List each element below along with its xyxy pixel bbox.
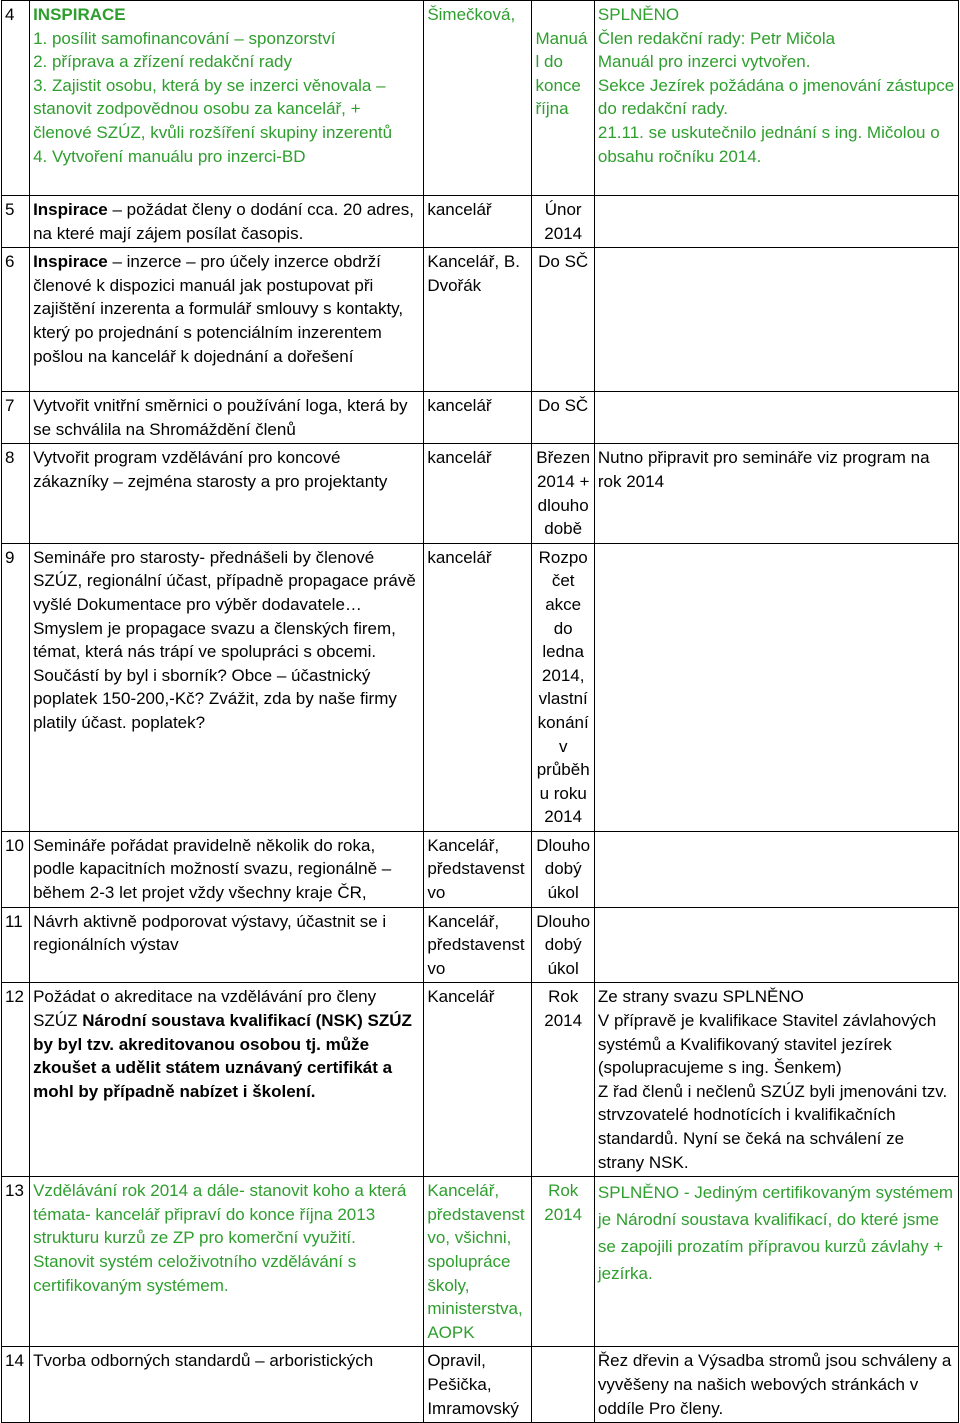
task-cell bbox=[30, 248, 424, 392]
task-cell: Návrh aktivně podporovat výstavy, účastnit se i regionálních výstav bbox=[30, 907, 424, 983]
task-text: – požádat členy o dodání cca. 20 adres, na které mají zájem posílat časopis. bbox=[33, 200, 414, 243]
task-text: – inzerce – pro účely inzerce obdrží členové k dispozici manuál jak postupovat při zajištění inzerenta a formulář smlouvy s kontakty, který po projednání s potenciálním inzerentem pošlou na kancelář k dojednání a dořešení bbox=[33, 252, 404, 366]
deadline-cell: Únor 2014 bbox=[532, 196, 594, 248]
task-cell: Vytvořit program vzdělávání pro koncové zákazníky – zejména starosty a pro projektanty bbox=[30, 444, 424, 543]
status-line: Člen redakční rady: Petr Mičola bbox=[597, 28, 836, 48]
responsible-cell: Opravil, Pešička, Imramovský bbox=[424, 1347, 532, 1423]
responsible-cell: Kancelář, představenstvo, všichni, spolupráce školy, ministerstva, AOPK bbox=[424, 1177, 532, 1347]
deadline-cell bbox=[532, 1347, 594, 1423]
responsible-cell: kancelář bbox=[424, 444, 532, 543]
status-line: 21.11. se uskutečnilo jednání s ing. Mičolou o obsahu ročníku 2014. bbox=[597, 122, 940, 166]
status-cell bbox=[594, 831, 958, 907]
task-cell: Tvorba odborných standardů – arboristických bbox=[30, 1347, 424, 1423]
table-row bbox=[2, 444, 959, 543]
task-text: Požádat o akreditace na vzdělávání pro členy SZÚZ bbox=[33, 987, 377, 1031]
status-cell bbox=[594, 543, 958, 831]
task-item: 3. Zajistit osobu, která by se inzerci věnovala – stanovit zodpovědnou osobu za kancelář, + členové SZÚZ, kvůli rozšíření skupiny inzerentů bbox=[33, 75, 393, 142]
task-cell: Vzdělávání rok 2014 a dále- stanovit koho a která témata- kancelář připraví do konce října 2013 strukturu kurzů ze ZP pro komerční využití. Stanovit systém celoživotního vzdělávání s certifikovaným systémem. bbox=[30, 1177, 424, 1347]
row-number: 12 bbox=[2, 983, 30, 1177]
deadline-cell: Březen 2014 + dlouhodobě bbox=[532, 444, 594, 543]
table-row bbox=[2, 543, 959, 831]
status-cell bbox=[594, 983, 958, 1177]
status-cell bbox=[594, 196, 958, 248]
task-table bbox=[1, 0, 959, 1423]
row-number: 10 bbox=[2, 831, 30, 907]
responsible-cell: Kancelář bbox=[424, 983, 532, 1177]
status-line: SPLNĚNO bbox=[597, 5, 680, 24]
status-cell bbox=[594, 1, 958, 196]
task-item: 4. Vytvoření manuálu pro inzerci-BD bbox=[33, 146, 306, 166]
responsible-cell: kancelář bbox=[424, 543, 532, 831]
task-bold: Inspirace bbox=[33, 252, 108, 272]
deadline-text: Manuál do konce října bbox=[535, 28, 588, 119]
row-number: 4 bbox=[2, 1, 30, 196]
task-cell bbox=[30, 1, 424, 196]
task-cell: Semináře pro starosty- přednášeli by členové SZÚZ, regionální účast, případně propagace právě vyšlé Dokumentace pro výběr dodavatele… Smyslem je propagace svazu a členských firem, témat, která nás trápí ve spolupráci s obcemi. Součástí by byl i sborník? Obce – účastnický poplatek 150-200,-Kč? Zvážit, zda by naše firmy platily účast. poplatek? bbox=[30, 543, 424, 831]
status-cell: Řez dřevin a Výsadba stromů jsou schváleny a vyvěšeny na našich webových stránkách v oddíle Pro členy. bbox=[594, 1347, 958, 1423]
table-row bbox=[2, 1347, 959, 1423]
task-bold: Inspirace bbox=[33, 200, 108, 219]
table-row bbox=[2, 196, 959, 248]
deadline-cell bbox=[532, 1, 594, 196]
status-cell bbox=[594, 248, 958, 392]
status-line: Z řad členů i nečlenů SZÚZ byli jmenováni tzv. strvzovatelé hodnotících i kvalifikačních standardů. Nyní se čeká na schválení ze strany NSK. bbox=[597, 1081, 948, 1172]
deadline-cell: Do SČ bbox=[532, 392, 594, 444]
row-number: 8 bbox=[2, 444, 30, 543]
task-title: INSPIRACE bbox=[33, 5, 126, 24]
status-line: Ze strany svazu SPLNĚNO bbox=[597, 987, 804, 1007]
row-number: 13 bbox=[2, 1177, 30, 1347]
task-bold: Národní soustava kvalifikací (NSK) SZÚZ by byl tzv. akreditovanou osobou tj. může zkoušet a udělit státem uznávaný certifikát a mohl by případně nabízet i školení. bbox=[33, 1011, 412, 1101]
row-number: 5 bbox=[2, 196, 30, 248]
table-row bbox=[2, 1, 959, 196]
deadline-cell: Rok 2014 bbox=[532, 1177, 594, 1347]
status-line: Sekce Jezírek požádána o jmenování zástupce do redakční rady. bbox=[597, 75, 955, 119]
deadline-cell: Dlouhodobý úkol bbox=[532, 831, 594, 907]
status-cell: Nutno připravit pro semináře viz program na rok 2014 bbox=[594, 444, 958, 543]
table-row bbox=[2, 983, 959, 1177]
status-cell bbox=[594, 907, 958, 983]
responsible-cell: Kancelář, B. Dvořák bbox=[424, 248, 532, 392]
responsible-cell: kancelář bbox=[424, 196, 532, 248]
table-row bbox=[2, 392, 959, 444]
responsible-cell: kancelář bbox=[424, 392, 532, 444]
deadline-cell: Dlouhodobý úkol bbox=[532, 907, 594, 983]
row-number: 14 bbox=[2, 1347, 30, 1423]
table-row bbox=[2, 907, 959, 983]
task-item: 2. příprava a zřízení redakční rady bbox=[33, 52, 292, 72]
row-number: 7 bbox=[2, 392, 30, 444]
responsible-cell: Kancelář, představenstvo bbox=[424, 831, 532, 907]
deadline-cell: Do SČ bbox=[532, 248, 594, 392]
status-cell: SPLNĚNO - Jediným certifikovaným systémem je Národní soustava kvalifikací, do které jsme se zapojili prozatím přípravou kurzů závlahy + jezírka. bbox=[594, 1177, 958, 1347]
deadline-cell: Rozpočet akce do ledna 2014, vlastní konání v průběhu roku 2014 bbox=[532, 543, 594, 831]
task-cell bbox=[30, 196, 424, 248]
table-row bbox=[2, 831, 959, 907]
deadline-cell: Rok 2014 bbox=[532, 983, 594, 1177]
responsible-cell: Kancelář, představenstvo bbox=[424, 907, 532, 983]
table-row bbox=[2, 1177, 959, 1347]
task-item: 1. posílit samofinancování – sponzorství bbox=[33, 28, 336, 48]
responsible-cell: Šimečková, bbox=[424, 1, 532, 196]
task-cell: Semináře pořádat pravidelně několik do roka, podle kapacitních možností svazu, regionálně – během 2-3 let projet vždy všechny kraje ČR, bbox=[30, 831, 424, 907]
table-row bbox=[2, 248, 959, 392]
status-cell bbox=[594, 392, 958, 444]
task-cell bbox=[30, 983, 424, 1177]
status-line: V přípravě je kvalifikace Stavitel závlahových systémů a Kvalifikovaný stavitel jezírek (spolupracujeme s ing. Šenkem) bbox=[597, 1011, 937, 1078]
row-number: 11 bbox=[2, 907, 30, 983]
status-line: Manuál pro inzerci vytvořen. bbox=[597, 52, 811, 72]
row-number: 9 bbox=[2, 543, 30, 831]
row-number: 6 bbox=[2, 248, 30, 392]
task-cell: Vytvořit vnitřní směrnici o používání loga, která by se schválila na Shromáždění členů bbox=[30, 392, 424, 444]
